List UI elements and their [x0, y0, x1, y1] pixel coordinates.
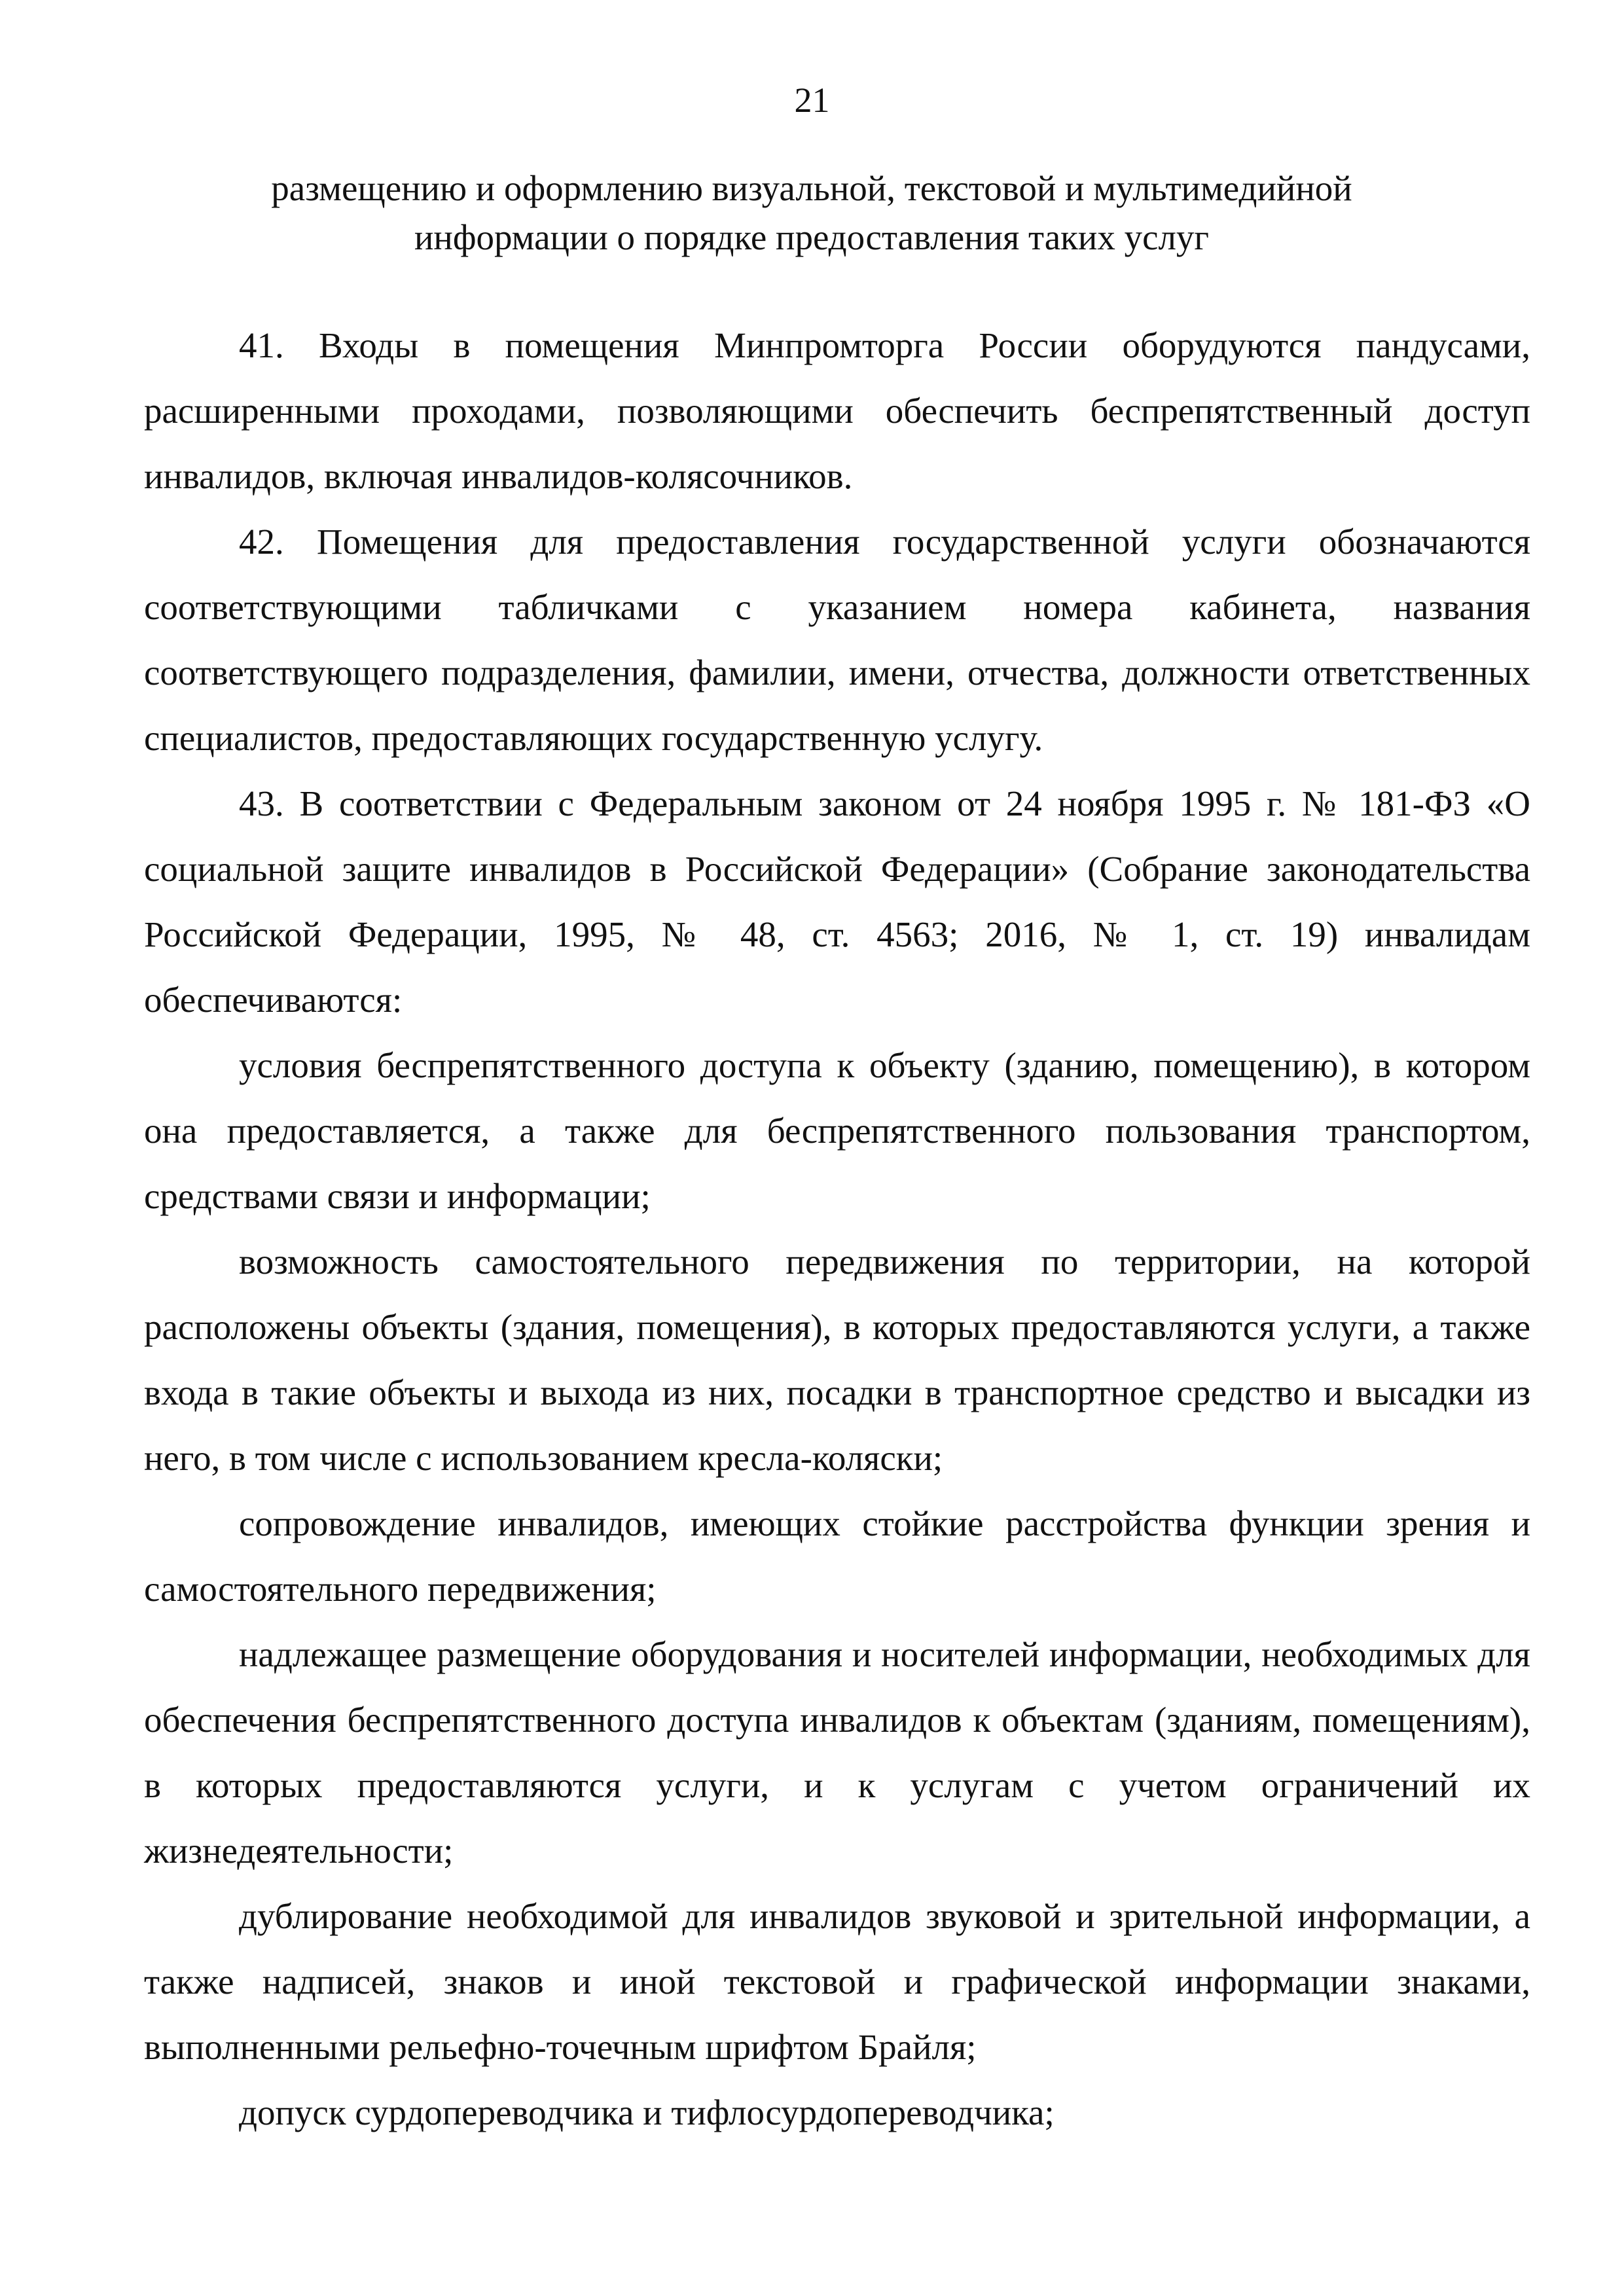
- list-item-independent-movement: возможность самостоятельного передвижения по территории, на которой расположены объекты (здания, помещения), в которых предоставляются услуги, а также входа в такие объекты и выхода из них, посадки в транспортное средство и высадки из него, в том числе с использованием кресла-коляски;: [144, 1242, 1530, 1478]
- paragraph-42: 42. Помещения для предоставления государственной услуги обозначаются соответствующими табличками с указанием номера кабинета, названия соответствующего подразделения, фамилии, имени, отчества, должности ответственных специалистов, предоставляющих государственную услугу.: [144, 522, 1530, 758]
- list-item-equipment-placement: надлежащее размещение оборудования и носителей информации, необходимых для обеспечения беспрепятственного доступа инвалидов к объектам (зданиям, помещениям), в которых предоставляются услуги, и к услугам с учетом ограничений их жизнедеятельности;: [144, 1634, 1530, 1871]
- list-item-interpreter-access: допуск сурдопереводчика и тифлосурдопереводчика;: [239, 2092, 1055, 2132]
- paragraph-43: 43. В соответствии с Федеральным законом от 24 ноября 1995 г. № 181-ФЗ «О социальной защите инвалидов в Российской Федерации» (Собрание законодательства Российской Федерации, 1995, № 48, ст. 4563; 2016, № 1, ст. 19) инвалидам обеспечиваются:: [144, 783, 1530, 1020]
- section-heading: размещению и оформлению визуальной, текстовой и мультимедийной информации о порядке предоставления таких услуг: [271, 168, 1352, 257]
- body-text: [144, 313, 1530, 2145]
- list-item-information-duplication: дублирование необходимой для инвалидов звуковой и зрительной информации, а также надписей, знаков и иной текстовой и графической информации знаками, выполненными рельефно-точечным шрифтом Брайля;: [144, 1896, 1530, 2067]
- list-item-escort: сопровождение инвалидов, имеющих стойкие расстройства функции зрения и самостоятельного передвижения;: [144, 1503, 1530, 1609]
- page-number: 21: [794, 81, 830, 120]
- list-item-access-conditions: условия беспрепятственного доступа к объекту (зданию, помещению), в котором она предоставляется, а также для беспрепятственного пользования транспортом, средствами связи и информации;: [144, 1045, 1530, 1216]
- paragraph-41: 41. Входы в помещения Минпромторга России оборудуются пандусами, расширенными проходами, позволяющими обеспечить беспрепятственный доступ инвалидов, включая инвалидов-колясочников.: [144, 325, 1530, 496]
